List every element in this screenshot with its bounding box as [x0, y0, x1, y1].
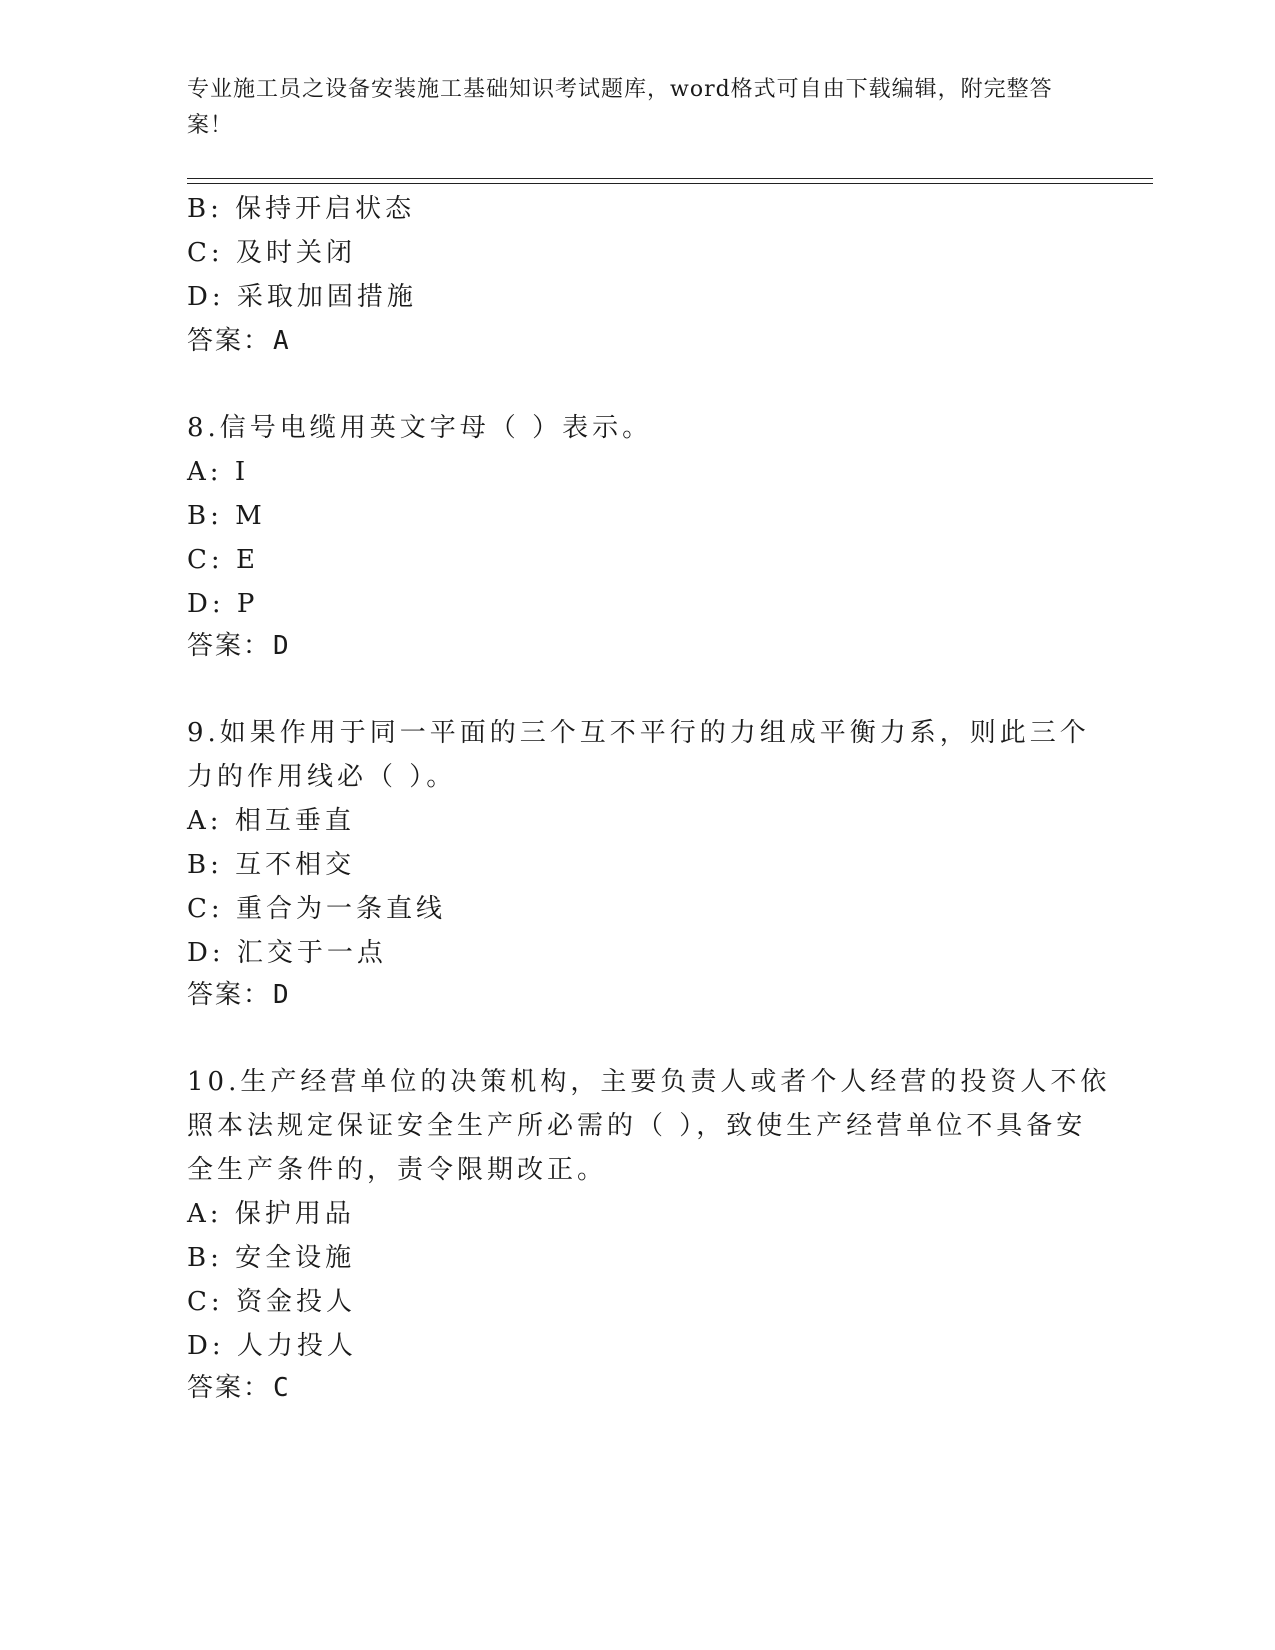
option-b: B: 保持开启状态: [187, 194, 416, 224]
header-title: 专业施工员之设备安装施工基础知识考试题库，word格式可自由下载编辑，附完整答案！: [187, 77, 1053, 138]
answer: 答案：C: [187, 1373, 290, 1403]
option-a: A: 保护用品: [187, 1199, 355, 1229]
option-d: D: 采取加固措施: [187, 282, 417, 312]
question-stem-line-3: 全生产条件的，责令限期改正。: [187, 1155, 608, 1185]
question-stem-line-1: 9.如果作用于同一平面的三个互不平行的力组成平衡力系，则此三个: [187, 718, 1090, 748]
option-c: C: 重合为一条直线: [187, 894, 446, 924]
option-c: C: E: [187, 545, 259, 575]
header-divider-secondary: [187, 183, 1153, 184]
option-d: D: 汇交于一点: [187, 938, 387, 968]
question-stem-line-2: 力的作用线必（ ）。: [187, 762, 457, 792]
option-b: B: M: [187, 501, 266, 531]
option-a: A: 相互垂直: [187, 806, 355, 836]
option-d: D: 人力投人: [187, 1331, 357, 1361]
option-b: B: 互不相交: [187, 850, 356, 880]
option-c: C: 及时关闭: [187, 238, 356, 268]
answer: 答案：A: [187, 326, 290, 356]
option-c: C: 资金投人: [187, 1287, 356, 1317]
question-stem: 8.信号电缆用英文字母（ ）表示。: [187, 413, 653, 443]
question-stem-line-1: 10.生产经营单位的决策机构，主要负责人或者个人经营的投资人不依: [187, 1067, 1111, 1097]
option-d: D: P: [187, 589, 259, 619]
page-header: [187, 72, 1067, 144]
answer: 答案：D: [187, 980, 290, 1010]
option-b: B: 安全设施: [187, 1243, 356, 1273]
answer: 答案：D: [187, 631, 290, 661]
option-a: A: I: [187, 457, 250, 487]
question-stem-line-2: 照本法规定保证安全生产所必需的（ ），致使生产经营单位不具备安: [187, 1111, 1087, 1141]
header-divider: [187, 178, 1153, 179]
